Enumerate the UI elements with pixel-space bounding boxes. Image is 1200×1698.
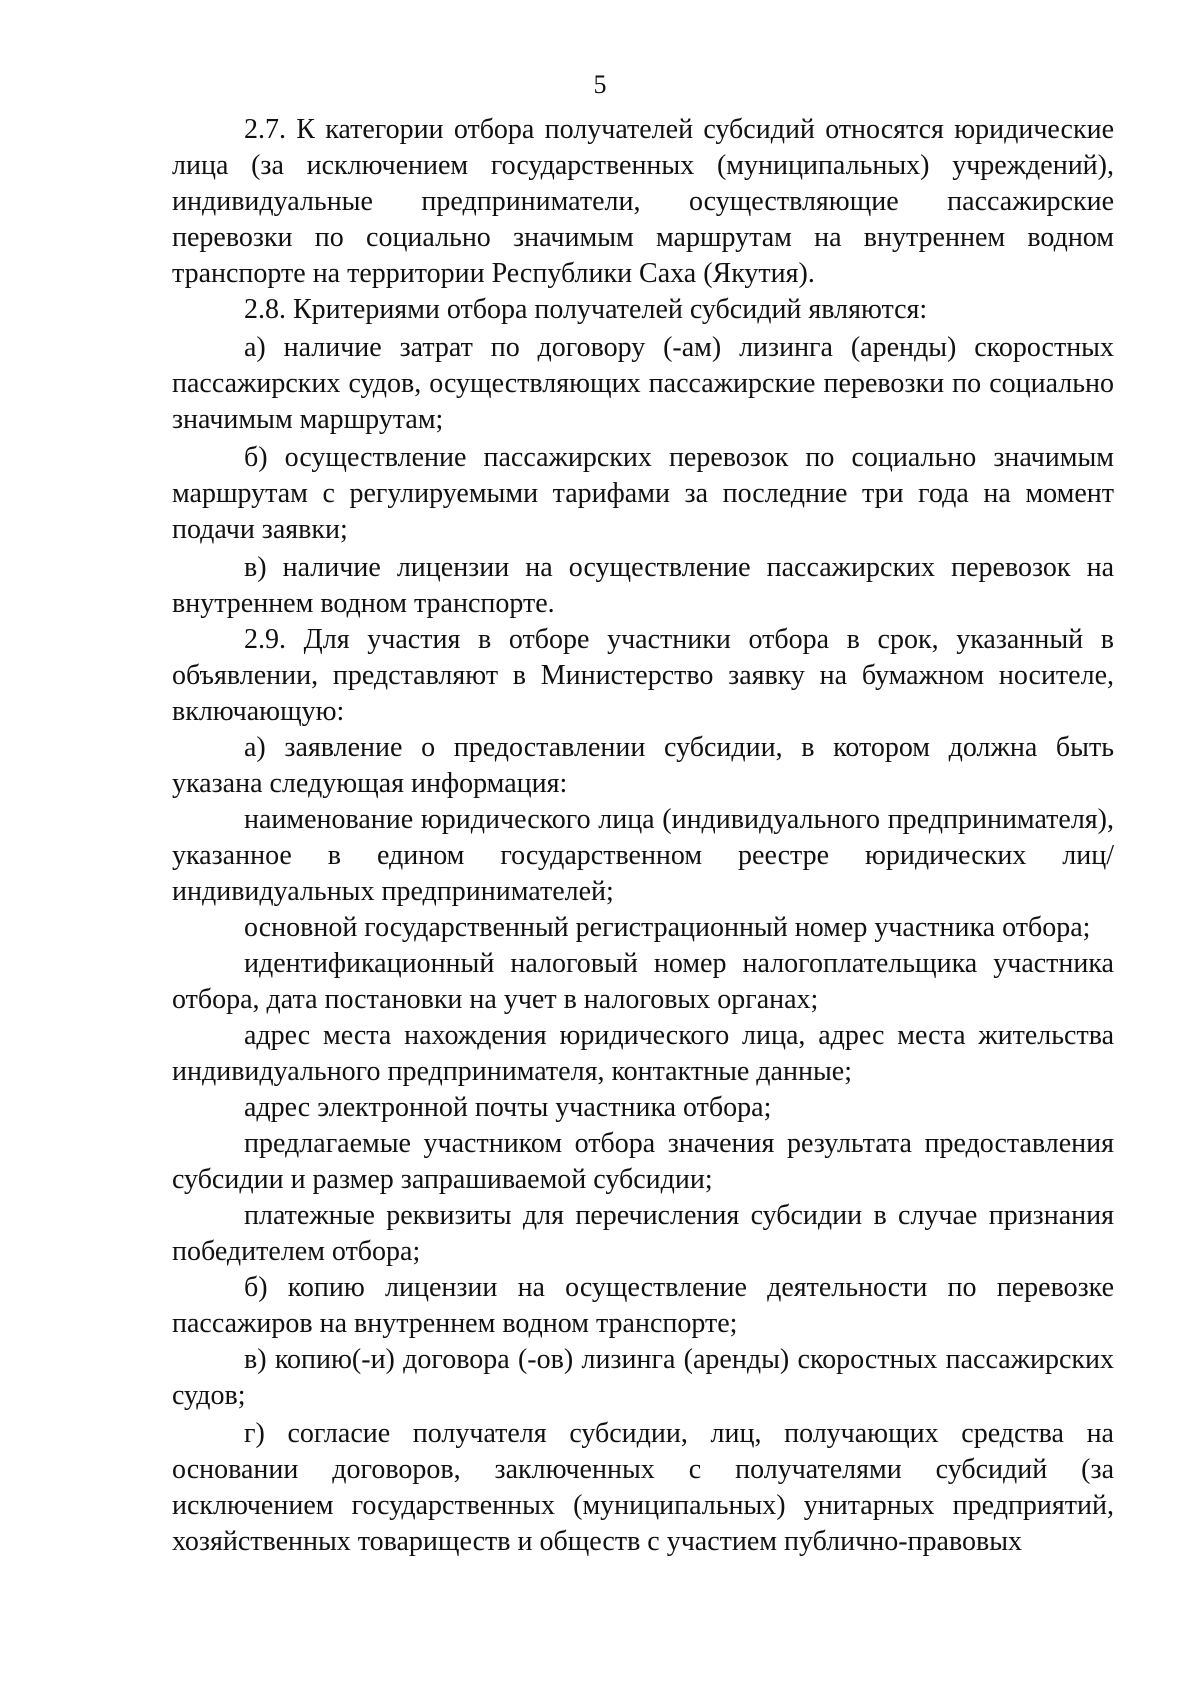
paragraph-2-9: 2.9. Для участия в отборе участники отбора в срок, указанный в объявлении, представляют в Министерство заявку на бумажном носителе, включающую: (172, 624, 1114, 727)
list-item-email: адрес электронной почты участника отбора; (244, 1092, 772, 1123)
paragraph-2-9-b: б) копию лицензии на осуществление деятельности по перевозке пассажиров на внутреннем водном транспорте; (172, 1272, 1114, 1339)
paragraph-2-9-a: а) заявление о предоставлении субсидии, в котором должна быть указана следующая информация: (172, 732, 1114, 799)
paragraph-2-8: 2.8. Критериями отбора получателей субсидий являются: (244, 294, 928, 325)
page-number: 5 (593, 70, 607, 99)
list-item-name: наименование юридического лица (индивидуального предпринимателя), указанное в едином государственном реестре юридических лиц/индивидуальных предпринимателей; (172, 804, 1114, 907)
paragraph-2-7: 2.7. К категории отбора получателей субсидий относятся юридические лица (за исключением государственных (муниципальных) учреждений), индивидуальные предприниматели, осуществляющие пассажирские перевозки по социально значимым маршрутам на внутреннем водном транспорте на территории Республики Саха (Якутия). (172, 114, 1114, 289)
paragraph-2-9-v: в) копию(-и) договора (-ов) лизинга (аренды) скоростных пассажирских судов; (172, 1344, 1114, 1411)
paragraph-2-9-g: г) согласие получателя субсидии, лиц, получающих средства на основании договоров, заключенных с получателями субсидий (за исключением государственных (муниципальных) унитарных предприятий, хозяйственных товариществ и обществ с участием публично-правовых (172, 1418, 1114, 1557)
document-body (172, 112, 1114, 1560)
list-item-ogrn: основной государственный регистрационный номер участника отбора; (244, 912, 1091, 943)
paragraph-2-8-a: а) наличие затрат по договору (-ам) лизинга (аренды) скоростных пассажирских судов, осуществляющих пассажирские перевозки по социально значимым маршрутам; (172, 332, 1114, 435)
paragraph-2-8-v: в) наличие лицензии на осуществление пассажирских перевозок на внутреннем водном транспорте. (172, 552, 1114, 619)
list-item-inn: идентификационный налоговый номер налогоплательщика участника отбора, дата постановки на учет в налоговых органах; (172, 948, 1114, 1015)
list-item-payment-details: платежные реквизиты для перечисления субсидии в случае признания победителем отбора; (172, 1200, 1114, 1267)
list-item-result-values: предлагаемые участником отбора значения результата предоставления субсидии и размер запрашиваемой субсидии; (172, 1128, 1114, 1195)
list-item-address: адрес места нахождения юридического лица, адрес места жительства индивидуального предпринимателя, контактные данные; (172, 1020, 1114, 1087)
paragraph-2-8-b: б) осуществление пассажирских перевозок по социально значимым маршрутам с регулируемыми тарифами за последние три года на момент подачи заявки; (172, 442, 1114, 545)
